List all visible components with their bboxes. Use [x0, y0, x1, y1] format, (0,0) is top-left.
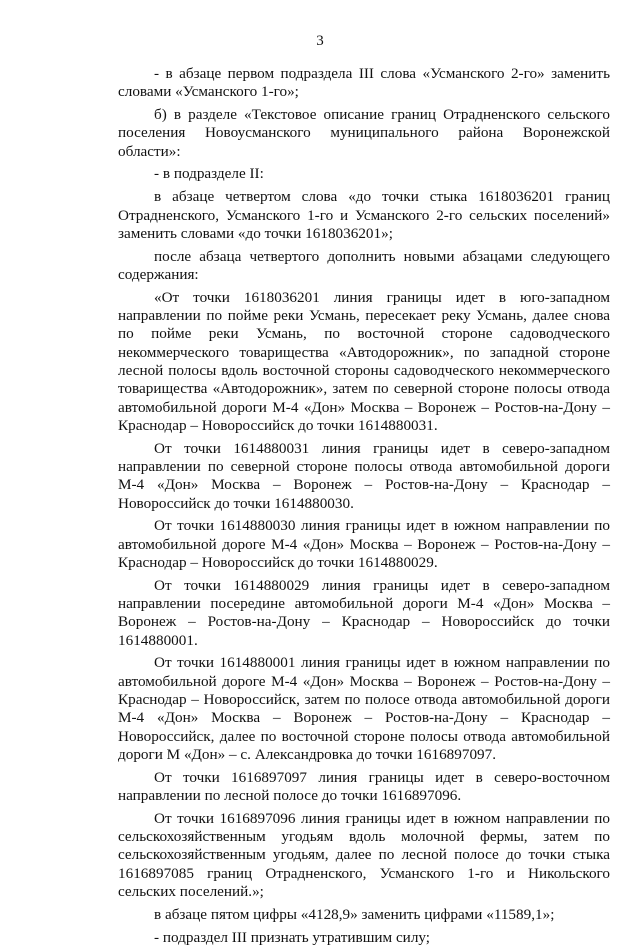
paragraph: «От точки 1618036201 линия границы идет в юго-западном направлении по пойме реки Усмань, пересекает реку Усмань, далее снова по пойме реки Усмань, по восточной стороне садоводческого некоммерческого товарищества «Автодорожник», по западной стороне лесной полосы вдоль восточной стороны садоводческого некоммерческого товарищества «Автодорожник», затем по северной стороне полосы отвода автомобильной дороги М-4 «Дон» Москва – Воронеж – Ростов-на-Дону – Краснодар – Новороссийск до точки 1614880031.	[118, 288, 610, 434]
paragraph: - в подразделе II:	[154, 165, 264, 183]
paragraph: в абзаце пятом цифры «4128,9» заменить цифрами «11589,1»;	[154, 905, 555, 923]
paragraph: От точки 1614880031 линия границы идет в северо-западном направлении по северной стороне полосы отвода автомобильной дороги М-4 «Дон» Москва – Воронеж – Ростов-на-Дону – Краснодар – Новороссийск до точки 1614880030.	[118, 439, 610, 512]
paragraph: От точки 1616897096 линия границы идет в южном направлении по сельскохозяйственным угодьям вдоль молочной фермы, затем по сельскохозяйственным угодьям, далее по лесной полосе до точки стыка 1616897085 границ Отрадненского, Усманского 1-го и Никольского сельских поселений.»;	[118, 809, 610, 900]
paragraph: От точки 1614880030 линия границы идет в южном направлении по автомобильной дороге М-4 «Дон» Москва – Воронеж – Ростов-на-Дону – Краснодар – Новороссийск до точки 1614880029.	[118, 517, 610, 571]
paragraph: - в абзаце первом подраздела III слова «Усманского 2-го» заменить словами «Усманского 1-го»;	[118, 65, 610, 101]
paragraph: после абзаца четвертого дополнить новыми абзацами следующего содержания:	[118, 247, 610, 283]
paragraph: От точки 1616897097 линия границы идет в северо-восточном направлении по лесной полосе до точки 1616897096.	[118, 768, 610, 804]
paragraph: - подраздел III признать утратившим силу;	[154, 928, 431, 946]
page-number: 3	[316, 33, 324, 49]
paragraph: От точки 1614880029 линия границы идет в северо-западном направлении посередине автомобильной дороги М-4 «Дон» Москва – Воронеж – Ростов-на-Дону – Краснодар – Новороссийск до точки 1614880001.	[118, 576, 610, 649]
document-body	[118, 65, 610, 951]
paragraph: б) в разделе «Текстовое описание границ Отрадненского сельского поселения Новоусманского муниципального района Воронежской области»:	[118, 106, 610, 160]
paragraph: в абзаце четвертом слова «до точки стыка 1618036201 границ Отрадненского, Усманского 1-го и Усманского 2-го сельских поселений» заменить словами «до точки 1618036201»;	[118, 188, 610, 242]
paragraph: От точки 1614880001 линия границы идет в южном направлении по автомобильной дороге М-4 «Дон» Москва – Воронеж – Ростов-на-Дону – Краснодар – Новороссийск, затем по полосе отвода автомобильной дороги М-4 «Дон» Москва – Воронеж – Ростов-на-Дону – Краснодар – Новороссийск, далее по восточной стороне полосы отвода автомобильной дороги М «Дон» – с. Александровка до точки 1616897097.	[118, 654, 610, 763]
